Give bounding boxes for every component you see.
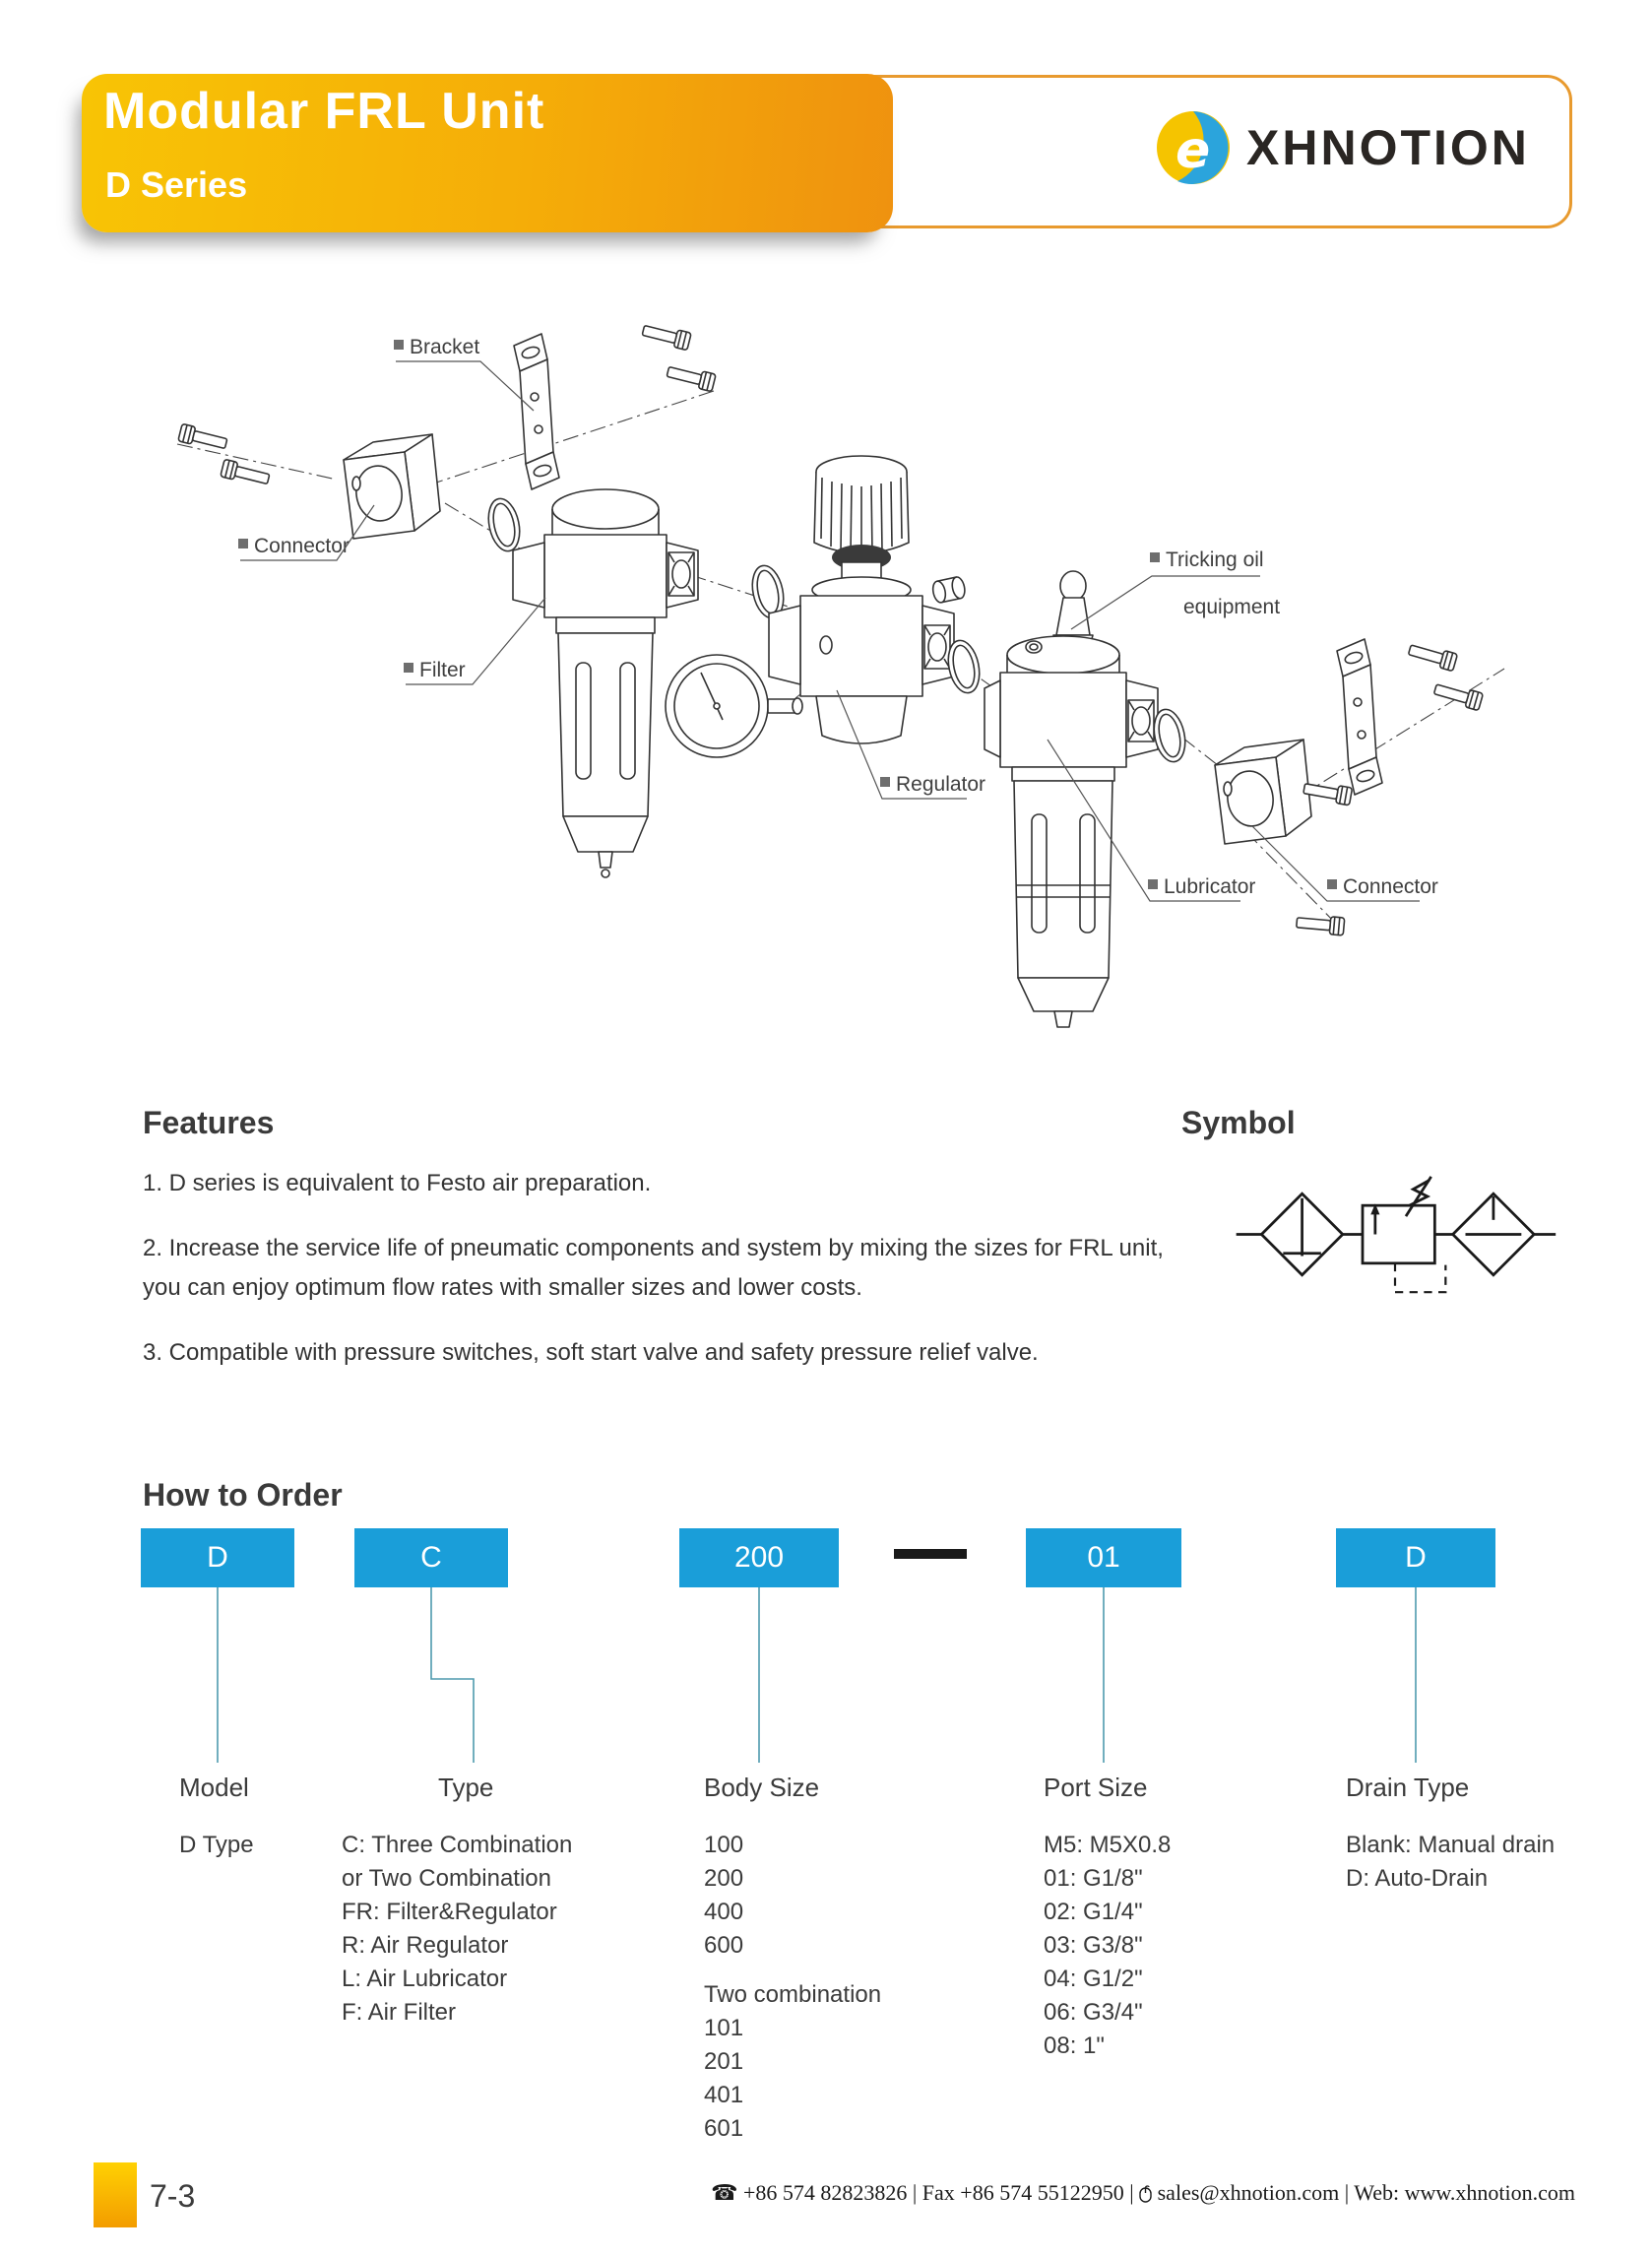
list-item: 601 xyxy=(704,2115,744,2142)
order-column-type xyxy=(342,1773,572,2030)
order-column-drain-type xyxy=(1346,1773,1555,1896)
list-item xyxy=(704,1963,881,1978)
svg-text:Regulator: Regulator xyxy=(896,773,986,796)
list-item: 400 xyxy=(704,1899,744,1925)
header-banner xyxy=(82,74,893,232)
footer-fax: Fax +86 574 55122950 xyxy=(921,2180,1124,2205)
phone-icon: ☎ xyxy=(711,2180,738,2205)
list-item: 600 xyxy=(704,1932,744,1959)
svg-text:Connector: Connector xyxy=(1343,875,1438,898)
lubricator-part xyxy=(985,571,1158,1027)
list-item: 03: G3/8" xyxy=(1044,1932,1143,1959)
connector-left-part xyxy=(344,434,440,539)
list-item: 100 xyxy=(704,1832,744,1858)
column-label: Body Size xyxy=(704,1773,820,1802)
order-code-drain-type: D xyxy=(1336,1528,1495,1587)
list-item: 06: G3/4" xyxy=(1044,1999,1143,2026)
list-item: F: Air Filter xyxy=(342,1999,457,2026)
list-item: 08: 1" xyxy=(1044,2032,1105,2059)
label-tricking-oil xyxy=(1071,548,1280,629)
list-item: R: Air Regulator xyxy=(342,1932,509,1959)
logo-globe-icon xyxy=(1152,106,1235,189)
list-item: D: Auto-Drain xyxy=(1346,1865,1489,1892)
features-heading: Features xyxy=(143,1105,275,1140)
list-item: Blank: Manual drain xyxy=(1346,1832,1556,1858)
column-items xyxy=(342,1829,572,2030)
list-item: 101 xyxy=(704,2015,744,2041)
footer-separator: | xyxy=(1344,2180,1350,2205)
svg-text:e: e xyxy=(1175,121,1211,180)
feature-item: 1. D series is equivalent to Festo air preparation. xyxy=(143,1170,652,1196)
footer-separator: | xyxy=(1129,2180,1134,2205)
o-ring-part xyxy=(484,495,525,553)
list-item: FR: Filter&Regulator xyxy=(342,1899,557,1925)
bracket-right-part xyxy=(1337,639,1382,795)
list-item: 401 xyxy=(704,2082,744,2108)
footer-email: sales@xhnotion.com xyxy=(1157,2180,1340,2205)
bolt-icon xyxy=(1296,914,1344,935)
list-item: 02: G1/4" xyxy=(1044,1899,1143,1925)
order-code-model: D xyxy=(141,1528,294,1587)
column-items xyxy=(704,1829,881,2146)
order-code-port-size: 01 xyxy=(1026,1528,1181,1587)
svg-text:Tricking oil: Tricking oil xyxy=(1166,548,1264,571)
plug-part xyxy=(931,576,967,604)
column-label: Drain Type xyxy=(1346,1773,1470,1802)
list-item: 04: G1/2" xyxy=(1044,1966,1143,1992)
svg-text:Lubricator: Lubricator xyxy=(1164,875,1256,898)
mouse-icon xyxy=(1139,2180,1152,2206)
bolt-icon xyxy=(641,322,691,351)
footer-contact xyxy=(711,2180,1575,2206)
bolt-icon xyxy=(1407,641,1457,672)
bracket-left-part xyxy=(514,334,559,489)
list-item: D Type xyxy=(179,1832,254,1858)
svg-text:equipment: equipment xyxy=(1183,596,1281,618)
label-bracket xyxy=(394,336,534,411)
feature-item: 2. Increase the service life of pneumatic components and system by mixing the sizes for FRL unit, you can enjoy optimum flow rates with smaller sizes and lower costs. xyxy=(143,1235,1164,1301)
feature-item: 3. Compatible with pressure switches, soft start valve and safety pressure relief valve. xyxy=(143,1339,1039,1366)
bolt-icon xyxy=(666,363,716,392)
svg-text:Filter: Filter xyxy=(419,659,466,681)
connector-right-part xyxy=(1215,740,1311,844)
footer-accent-square xyxy=(94,2162,137,2227)
column-label: Port Size xyxy=(1044,1773,1148,1802)
features-list xyxy=(143,1164,1196,1398)
order-connector-lines xyxy=(79,1587,1575,1774)
order-column-port-size xyxy=(1044,1773,1171,2063)
column-label: Type xyxy=(438,1773,494,1802)
column-items xyxy=(1346,1829,1555,1896)
bolt-icon xyxy=(178,423,228,452)
label-filter xyxy=(404,598,545,684)
page-subtitle: D Series xyxy=(105,164,248,205)
svg-text:Connector: Connector xyxy=(254,535,349,557)
list-item: 200 xyxy=(704,1865,744,1892)
order-code-body-size: 200 xyxy=(679,1528,839,1587)
bolt-icon xyxy=(1432,680,1483,711)
order-column-body-size xyxy=(704,1773,881,2146)
list-item: C: Three Combination xyxy=(342,1832,573,1858)
pneumatic-symbol xyxy=(1233,1150,1557,1308)
column-items xyxy=(179,1829,254,1862)
footer-separator: | xyxy=(912,2180,918,2205)
list-item: 01: G1/8" xyxy=(1044,1865,1143,1892)
page-number: 7-3 xyxy=(150,2178,196,2214)
order-column-model xyxy=(179,1773,254,1862)
list-item: or Two Combination xyxy=(342,1865,551,1892)
order-code-type: C xyxy=(354,1528,508,1587)
footer-phone: +86 574 82823826 xyxy=(742,2180,908,2205)
how-to-order-heading: How to Order xyxy=(143,1477,343,1513)
list-item: Two combination xyxy=(704,1981,882,2008)
svg-text:Bracket: Bracket xyxy=(410,336,480,358)
list-item: M5: M5X0.8 xyxy=(1044,1832,1172,1858)
company-logo xyxy=(1152,106,1530,189)
column-label: Model xyxy=(179,1773,249,1802)
column-items xyxy=(1044,1829,1171,2063)
symbol-heading: Symbol xyxy=(1181,1105,1296,1140)
logo-wordmark: XHNOTION xyxy=(1246,120,1530,175)
exploded-view-diagram xyxy=(79,284,1575,1083)
list-item: 201 xyxy=(704,2048,744,2075)
order-code-separator xyxy=(894,1549,967,1559)
page-title: Modular FRL Unit xyxy=(103,83,545,140)
list-item: L: Air Lubricator xyxy=(342,1966,508,1992)
footer-web: Web: www.xhnotion.com xyxy=(1354,2180,1575,2205)
